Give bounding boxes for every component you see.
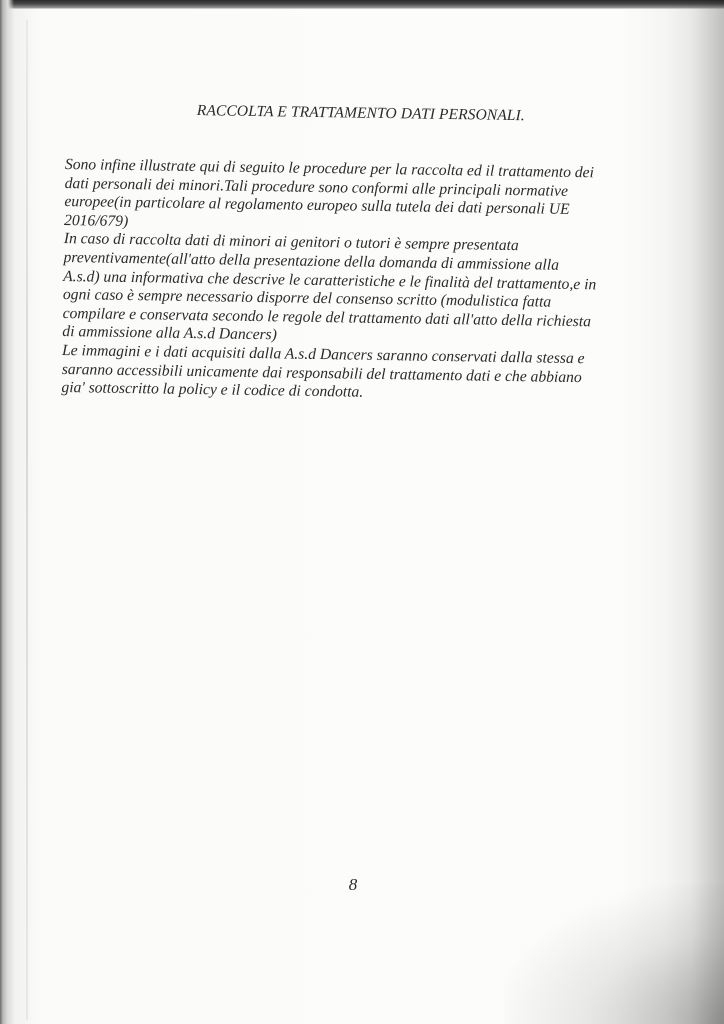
paragraph-data-procedures: Sono infine illustrate qui di seguito le procedure per la raccolta ed il trattamento dei dati personali dei minori.Tali procedure sono conformi alle principali normative europee(in particolare al regolamento europeo sulla tutela dei dati personali UE 2016/679) bbox=[63, 155, 595, 230]
page-content bbox=[61, 100, 656, 407]
scan-right-shadow bbox=[664, 0, 724, 1024]
page-number: 8 bbox=[348, 875, 358, 894]
document-title: RACCOLTA E TRATTAMENTO DATI PERSONALI. bbox=[196, 102, 525, 125]
scan-top-edge bbox=[0, 0, 724, 9]
paragraph-minors-consent: In caso di raccolta dati di minori ai genitori o tutori è sempre presentata preventivamente(all'atto della presentazione della domanda di ammissione alla A.s.d) una informativa che descrive le caratteristiche e le finalità del trattamento,e in ogni caso è sempre necessario disporre del consenso scritto (modulistica fatta compilare e conservata secondo le regole del trattamento dati all'atto della richiesta di ammissione alla A.s.d Dancers) bbox=[62, 230, 597, 344]
scan-left-edge bbox=[0, 0, 14, 1024]
binding-line bbox=[26, 20, 28, 1020]
scan-corner-shadow bbox=[504, 884, 724, 1024]
paragraph-images-storage: Le immagini e i dati acquisiti dalla A.s.d Dancers saranno conservati dalla stessa e saranno accessibili unicamente dai responsabili del trattamento dati e che abbiano gia' sottoscritto la policy e il codice di condotta. bbox=[61, 341, 585, 401]
